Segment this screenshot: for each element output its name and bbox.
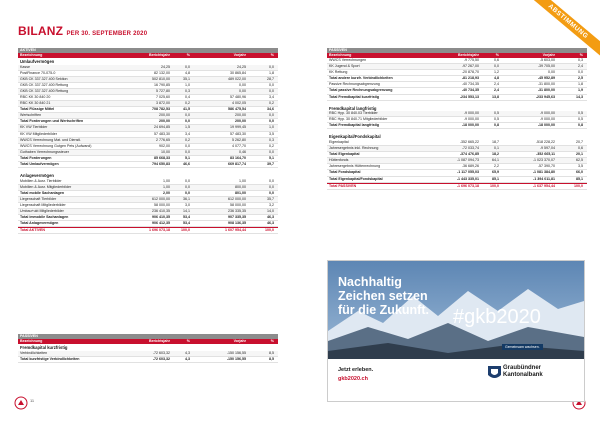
row-pct: 0,0: [185, 143, 190, 148]
row-pct-prev: 1,8: [578, 82, 583, 87]
passiven-header: PASSIVEN: [327, 48, 587, 53]
row-current: 2,00: [163, 190, 170, 195]
row-label: KK VW Mitgliederbilder: [20, 131, 57, 136]
row-prev: 4 002,05: [232, 101, 246, 106]
row-label: Total Fremdkapital langfristig: [329, 123, 380, 128]
row-pct: 2,2: [494, 164, 499, 169]
row-pct-prev: 85,1: [576, 176, 583, 181]
row-label: GKB CK 337.327.400 Rettung: [20, 88, 69, 93]
row-pct-prev: 0,2: [269, 101, 274, 106]
row-prev: 4 077,70: [232, 143, 246, 148]
row-pct: 53,4: [183, 221, 190, 226]
row-label: Fremdkapital langfristig: [329, 105, 377, 111]
row-pct: 64,1: [492, 158, 499, 163]
row-pct-prev: 0,3: [269, 137, 274, 142]
row-current: 902,00: [159, 143, 170, 148]
row-label: Total andere kurzfr. Verbindlichkeiten: [329, 76, 393, 81]
row-current: -72 603,32: [152, 350, 170, 355]
row-current: 906 412,35: [152, 221, 170, 226]
row-label: Total mobile Sachanlagen: [20, 190, 65, 195]
title-sub: PER 30. SEPTEMBER 2020: [66, 31, 148, 37]
row-pct: 0,6: [494, 58, 499, 62]
row-label: Total Umlaufvermögen: [20, 162, 59, 166]
row-current: -40 734,35: [461, 82, 479, 87]
row-pct: 0,0: [185, 149, 190, 154]
row-label: Umbau+ukt Mitgliederbilder: [20, 209, 64, 214]
row-label: WWCS Verrechnung Mat. und Dienstl.: [20, 137, 82, 142]
row-prev: -518 228,22: [535, 139, 555, 144]
ad-slogan-line3: für die Zukunft.: [338, 303, 429, 317]
row-prev: -1 081 384,80: [532, 170, 555, 175]
row-prev: 907 335,35: [228, 215, 246, 220]
row-current: 906 410,35: [152, 215, 170, 220]
row-prev: -1 394 011,81: [533, 176, 555, 181]
row-pct: 0,0: [185, 178, 190, 183]
row-current: -1 117 055,03: [457, 170, 479, 175]
row-current: 57 483,30: [154, 131, 170, 136]
row-current: 24 694,85: [154, 125, 170, 130]
passiven-table: [327, 48, 587, 190]
col-label: Bezeichnung: [20, 339, 43, 343]
row-pct-prev: 46,3: [267, 215, 274, 220]
row-label: Mobilien & Ausr. Tierbilder: [20, 178, 62, 183]
row-current: 2 776,65: [156, 137, 170, 142]
row-pct-prev: 2,4: [578, 64, 583, 69]
row-label: Jahresergebnis Hüttenrechnung: [329, 164, 381, 169]
ad-bank-line1: Graubündner: [503, 365, 542, 371]
row-pct-prev: 3,2: [269, 202, 274, 207]
row-pct: 53,4: [183, 215, 190, 220]
row-current: 7 025,60: [156, 94, 170, 99]
row-pct: 0,0: [185, 119, 190, 124]
col-current: Berichtsjahr: [149, 53, 170, 57]
row-current: 16 790,85: [154, 82, 170, 87]
row-pct-prev: 62,5: [576, 158, 583, 163]
row-label: Fremdkapital kurzfristig: [20, 345, 68, 350]
row-label: Total Flüssige Mittel: [20, 107, 55, 112]
row-label: KK Jugend & Sport: [329, 64, 360, 69]
row-label: Jahresergebnis inkl. Rechnung: [329, 146, 379, 151]
row-pct-prev: 14,0: [267, 209, 274, 214]
row-current: 82 132,00: [154, 70, 170, 75]
col-label: Bezeichnung: [329, 53, 352, 57]
row-pct-prev: 0,0: [269, 190, 274, 195]
row-label: Kasse: [20, 64, 30, 69]
row-pct-prev: 0,5: [578, 117, 583, 122]
col-pct: %: [186, 339, 190, 343]
row-current: 10,00: [161, 149, 170, 154]
row-current: 3 872,00: [156, 101, 170, 106]
row-prev: 586 475,54: [228, 107, 246, 112]
row-prev: -150 156,55: [226, 356, 246, 361]
row-label: Total kurzfristige Verbindlichkeiten: [20, 356, 80, 361]
row-prev: 801,00: [235, 190, 246, 195]
ribbon-abstimmung: ABSTIMMUNG: [519, 0, 600, 64]
row-pct-prev: 100,0: [265, 228, 274, 233]
row-prev: -9 597,04: [539, 146, 555, 151]
passiven-left-rows: [18, 344, 278, 363]
row-pct: 0,3: [185, 88, 190, 93]
passiven-rows: [327, 58, 587, 190]
row-label: Total Forderungen und Wertschriften: [20, 119, 84, 124]
col-prev: Vorjahr: [233, 339, 246, 343]
row-pct: 3,0: [185, 202, 190, 207]
row-current: -234 553,13: [459, 94, 479, 99]
row-current: -97 267,00: [461, 64, 479, 69]
row-pct-prev: 66,0: [576, 170, 583, 175]
row-pct: 1,2: [494, 70, 499, 75]
row-prev: 19 999,45: [230, 125, 246, 130]
row-label: Hüttenfonds: [329, 158, 349, 163]
gkb-logo-icon: [488, 366, 501, 381]
row-current: -352 665,22: [459, 139, 479, 144]
row-pct-prev: 0,6: [578, 146, 583, 151]
ad-hashtag: #gkb2020: [453, 306, 541, 328]
ad-bank-name: [503, 365, 543, 379]
row-label: RBC Hyp. 30 840.71 Mitgliederbilder: [329, 117, 388, 122]
row-current: 612 000,00: [152, 196, 170, 201]
row-prev: 1 607 954,44: [225, 228, 246, 233]
row-pct-prev: 20,7: [576, 139, 583, 144]
row-prev: -18 000,00: [537, 123, 555, 128]
row-prev: 236 335,35: [228, 209, 246, 214]
row-current: 24,25: [161, 64, 170, 69]
row-pct: 4,3: [185, 350, 190, 355]
row-pct-prev: 0,2: [269, 143, 274, 148]
row-prev: -1 023 370,07: [532, 158, 555, 163]
row-label: Total Fremdkapital kurzfristig: [329, 94, 380, 99]
row-pct: 0,0: [494, 64, 499, 69]
row-prev: 0,00: [239, 88, 246, 93]
row-pct: 4,8: [185, 70, 190, 75]
row-pct: 5,1: [185, 155, 190, 160]
row-pct-prev: 0,8: [578, 123, 583, 128]
row-label: KK Rettung: [329, 70, 348, 75]
row-current: 200,00: [159, 113, 170, 118]
row-pct-prev: 2,5: [578, 76, 583, 81]
row-prev: 5 262,80: [232, 137, 246, 142]
row-current: -72 603,32: [152, 356, 170, 361]
row-label: PostFinance 70-075-0: [20, 70, 56, 75]
row-label: Total PASSIVEN: [329, 183, 357, 188]
col-pct: %: [186, 53, 190, 57]
aktiven-rows: [18, 58, 278, 234]
row-prev: -39 705,00: [537, 64, 555, 69]
row-pct-prev: 3,4: [269, 94, 274, 99]
row-label: Total Eigenkapital: [329, 152, 360, 157]
row-pct-prev: 28,7: [267, 76, 274, 81]
row-prev: -45 952,89: [537, 76, 555, 81]
row-current: -9 000,00: [463, 111, 479, 116]
row-pct: 0,1: [494, 146, 499, 151]
row-label: RBC KK 30 840 21: [20, 101, 51, 106]
row-current: 1,00: [163, 184, 170, 189]
row-current: 5 727,80: [156, 88, 170, 93]
row-pct-prev: 5,1: [269, 155, 274, 160]
row-pct-prev: 0,0: [269, 113, 274, 118]
grand-total-row: [18, 227, 278, 234]
row-label: KK VW Tierbilder: [20, 125, 48, 130]
row-prev: 57 483,30: [230, 131, 246, 136]
col-prev: Vorjahr: [233, 53, 246, 57]
row-pct: 0,0: [185, 64, 190, 69]
seal-icon: [14, 396, 28, 410]
row-label: Total passive Rechnungsabgrenzung: [329, 88, 393, 93]
row-current: 794 650,83: [152, 162, 170, 166]
row-prev: 612 000,00: [228, 196, 246, 201]
col-current: Berichtsjahr: [458, 53, 479, 57]
row-current: 1 696 073,18: [149, 228, 170, 233]
row-pct-prev: 0,3: [578, 58, 583, 62]
col-current: Berichtsjahr: [149, 339, 170, 343]
row-current: 236 410,35: [152, 209, 170, 214]
row-pct: 0,0: [185, 113, 190, 118]
row-prev: 489 022,00: [228, 76, 246, 81]
row-prev: 30 865,84: [230, 70, 246, 75]
row-label: Liegenschaft Tierbilder: [20, 196, 57, 201]
row-pct-prev: 14,3: [576, 94, 583, 99]
row-pct-prev: 0,0: [269, 82, 274, 87]
row-prev: 200,00: [235, 119, 246, 124]
row-pct-prev: 20,1: [576, 152, 583, 157]
row-pct-prev: 46,3: [267, 221, 274, 226]
row-pct-prev: 0,0: [269, 149, 274, 154]
row-pct: 0,5: [494, 111, 499, 116]
row-current: -9 775,50: [463, 58, 479, 62]
row-pct: 0,2: [185, 101, 190, 106]
row-current: -1 443 335,01: [456, 176, 479, 181]
row-pct: 4,3: [185, 356, 190, 361]
aktiven-header: AKTIVEN: [18, 48, 278, 53]
row-pct-prev: 8,5: [269, 350, 274, 355]
row-label: Guthaben Verrechnungssteuer: [20, 149, 69, 154]
grand-total-row: [327, 183, 587, 190]
row-pct-prev: 34,6: [267, 107, 274, 112]
col-pct2: %: [270, 339, 274, 343]
total-row: [18, 357, 278, 363]
row-current: 708 782,53: [152, 107, 170, 112]
row-prev: -150 156,55: [226, 350, 246, 355]
row-prev: 0,00: [548, 70, 555, 75]
row-prev: 58 000,00: [230, 202, 246, 207]
row-label: GKB CK 337.327.400 Sektion: [20, 76, 68, 81]
row-label: Eigenkapital/Fondskapital: [329, 134, 381, 140]
row-pct: 1,5: [185, 125, 190, 130]
row-pct: 18,2: [492, 152, 499, 157]
row-pct-prev: 0,0: [269, 184, 274, 189]
row-pct: 2,4: [494, 82, 499, 87]
row-prev: 83 164,70: [230, 155, 246, 160]
row-pct-prev: 0,0: [269, 178, 274, 183]
row-pct: 100,0: [490, 183, 499, 188]
row-label: GKB CK 337.327.400 Rettung: [20, 82, 69, 87]
row-label: Total Fondskapital: [329, 170, 361, 175]
row-current: -36 689,26: [461, 164, 479, 169]
row-current: -1 087 094,73: [456, 158, 479, 163]
row-pct-prev: 1,8: [269, 70, 274, 75]
passiven-left-table: [18, 334, 278, 363]
row-current: -9 000,00: [463, 117, 479, 122]
passiven-left-header: PASSIVEN: [18, 334, 278, 339]
row-current: -18 000,00: [461, 123, 479, 128]
row-prev: 24,25: [237, 64, 246, 69]
row-pct-prev: 35,7: [267, 196, 274, 201]
title-main: BILANZ: [18, 24, 64, 38]
row-pct-prev: 39,7: [267, 162, 274, 166]
row-current: 502 810,00: [152, 76, 170, 81]
row-pct-prev: 8,5: [269, 356, 274, 361]
row-pct-prev: 0,0: [269, 64, 274, 69]
row-pct: 0,5: [494, 117, 499, 122]
row-prev: 800,00: [235, 184, 246, 189]
row-current: -81 218,93: [461, 76, 479, 81]
row-pct: 4,8: [494, 76, 499, 81]
ad-cta: Jetzt erleben.: [338, 367, 374, 373]
row-pct-prev: 100,0: [574, 183, 583, 188]
row-pct-prev: 3,5: [578, 164, 583, 169]
row-prev: 1,00: [239, 178, 246, 183]
row-prev: 200,00: [235, 113, 246, 118]
row-pct-prev: 1,9: [578, 88, 583, 93]
page-number-left: 11: [30, 398, 35, 403]
col-pct2: %: [270, 53, 274, 57]
row-label: Liegenschaft Mitgliederbilder: [20, 202, 66, 207]
row-pct: 13,8: [492, 94, 499, 99]
ad-slogan-line2: Zeichen setzen: [338, 289, 428, 303]
row-pct: 36,1: [183, 196, 190, 201]
row-prev: -57 390,70: [537, 164, 555, 169]
row-label: WWCS Verrechnung Gutgen Pets (Aufwand): [20, 143, 92, 148]
row-pct: 0,0: [185, 190, 190, 195]
row-label: Total AKTIVEN: [20, 228, 45, 233]
row-pct-prev: 0,5: [578, 111, 583, 116]
row-pct: 0,4: [185, 94, 190, 99]
row-label: Mobilien & Ausr. Mitgliederbilder: [20, 184, 72, 189]
row-prev: -31 800,00: [537, 82, 555, 87]
row-label: Verbindlichkeiten: [20, 350, 48, 355]
row-prev: -352 665,11: [536, 152, 555, 157]
ad-slogan-line1: Nachhaltig: [338, 275, 402, 289]
row-prev: 0,46: [239, 149, 246, 154]
row-pct-prev: 0,0: [578, 70, 583, 75]
row-current: 85 668,33: [154, 155, 170, 160]
row-prev: 57 480,96: [230, 94, 246, 99]
ad-bank-line2: Kantonalbank: [503, 372, 543, 378]
row-pct: 0,2: [185, 137, 190, 142]
row-pct: 100,0: [181, 228, 190, 233]
row-label: Total immobile Sachanlagen: [20, 215, 69, 220]
row-current: 58 000,00: [154, 202, 170, 207]
ad-slogan: [338, 275, 429, 317]
row-pct: 18,7: [492, 139, 499, 144]
row-prev: 0,00: [239, 82, 246, 87]
col-pct2: %: [579, 53, 583, 57]
gkb-advertisement[interactable]: [327, 260, 585, 402]
row-pct-prev: 0,0: [269, 88, 274, 93]
row-label: Total Eigenkapital/Fondskapital: [329, 176, 383, 181]
row-label: Umlaufvermögen: [20, 59, 55, 64]
row-pct: 41,5: [183, 107, 190, 112]
col-label: Bezeichnung: [20, 53, 43, 57]
row-pct: 85,1: [492, 176, 499, 181]
row-pct: 65,9: [492, 170, 499, 175]
row-label: Total Forderungen: [20, 155, 52, 160]
page-title: [18, 24, 147, 38]
row-pct: 35,1: [183, 76, 190, 81]
row-current: -374 476,85: [459, 152, 479, 157]
ad-url-link[interactable]: gkb2020.ch: [338, 376, 368, 382]
col-pct: %: [495, 53, 499, 57]
col-prev: Vorjahr: [542, 53, 555, 57]
row-prev: -31 800,00: [537, 88, 555, 93]
row-prev: -9 000,00: [539, 117, 555, 122]
row-prev: -9 000,00: [539, 111, 555, 116]
row-label: Wertschriften: [20, 113, 42, 118]
row-pct: 1,0: [185, 82, 190, 87]
row-current: 1,00: [163, 178, 170, 183]
row-current: -20 878,70: [461, 70, 479, 75]
row-label: Eigenkapital: [329, 139, 349, 144]
ad-tagline: Gemeinsam wachsen.: [502, 344, 543, 350]
row-pct: 14,1: [183, 209, 190, 214]
row-label: RBC Hyp. 30 840.03 Tierbilder: [329, 111, 378, 116]
row-prev: -1 637 954,44: [532, 183, 555, 188]
row-pct: 0,8: [494, 123, 499, 128]
row-label: Total Anlagevermögen: [20, 221, 59, 226]
row-label: WWCS Verrechnungen: [329, 58, 367, 62]
row-pct-prev: 1,0: [269, 125, 274, 130]
row-prev: 908 136,35: [228, 221, 246, 226]
row-prev: -233 945,63: [535, 94, 555, 99]
row-pct: 46,6: [183, 162, 190, 166]
row-current: -1 696 073,18: [456, 183, 479, 188]
row-pct-prev: 3,5: [269, 131, 274, 136]
row-pct: 2,4: [494, 88, 499, 93]
row-label: RBC KK 30 840 20: [20, 94, 51, 99]
row-pct-prev: 0,0: [269, 119, 274, 124]
aktiven-table: [18, 48, 278, 234]
row-pct: 3,4: [185, 131, 190, 136]
row-prev: 669 817,74: [228, 162, 246, 166]
row-pct: 0,0: [185, 184, 190, 189]
row-current: -40 734,35: [461, 88, 479, 93]
row-label: Passive Rechnungsabgrenzung: [329, 82, 380, 87]
row-current: -72 033,74: [461, 146, 479, 151]
row-label: Anlagevermögen: [20, 173, 54, 179]
row-prev: -5 603,00: [539, 58, 555, 62]
row-current: 200,00: [159, 119, 170, 124]
